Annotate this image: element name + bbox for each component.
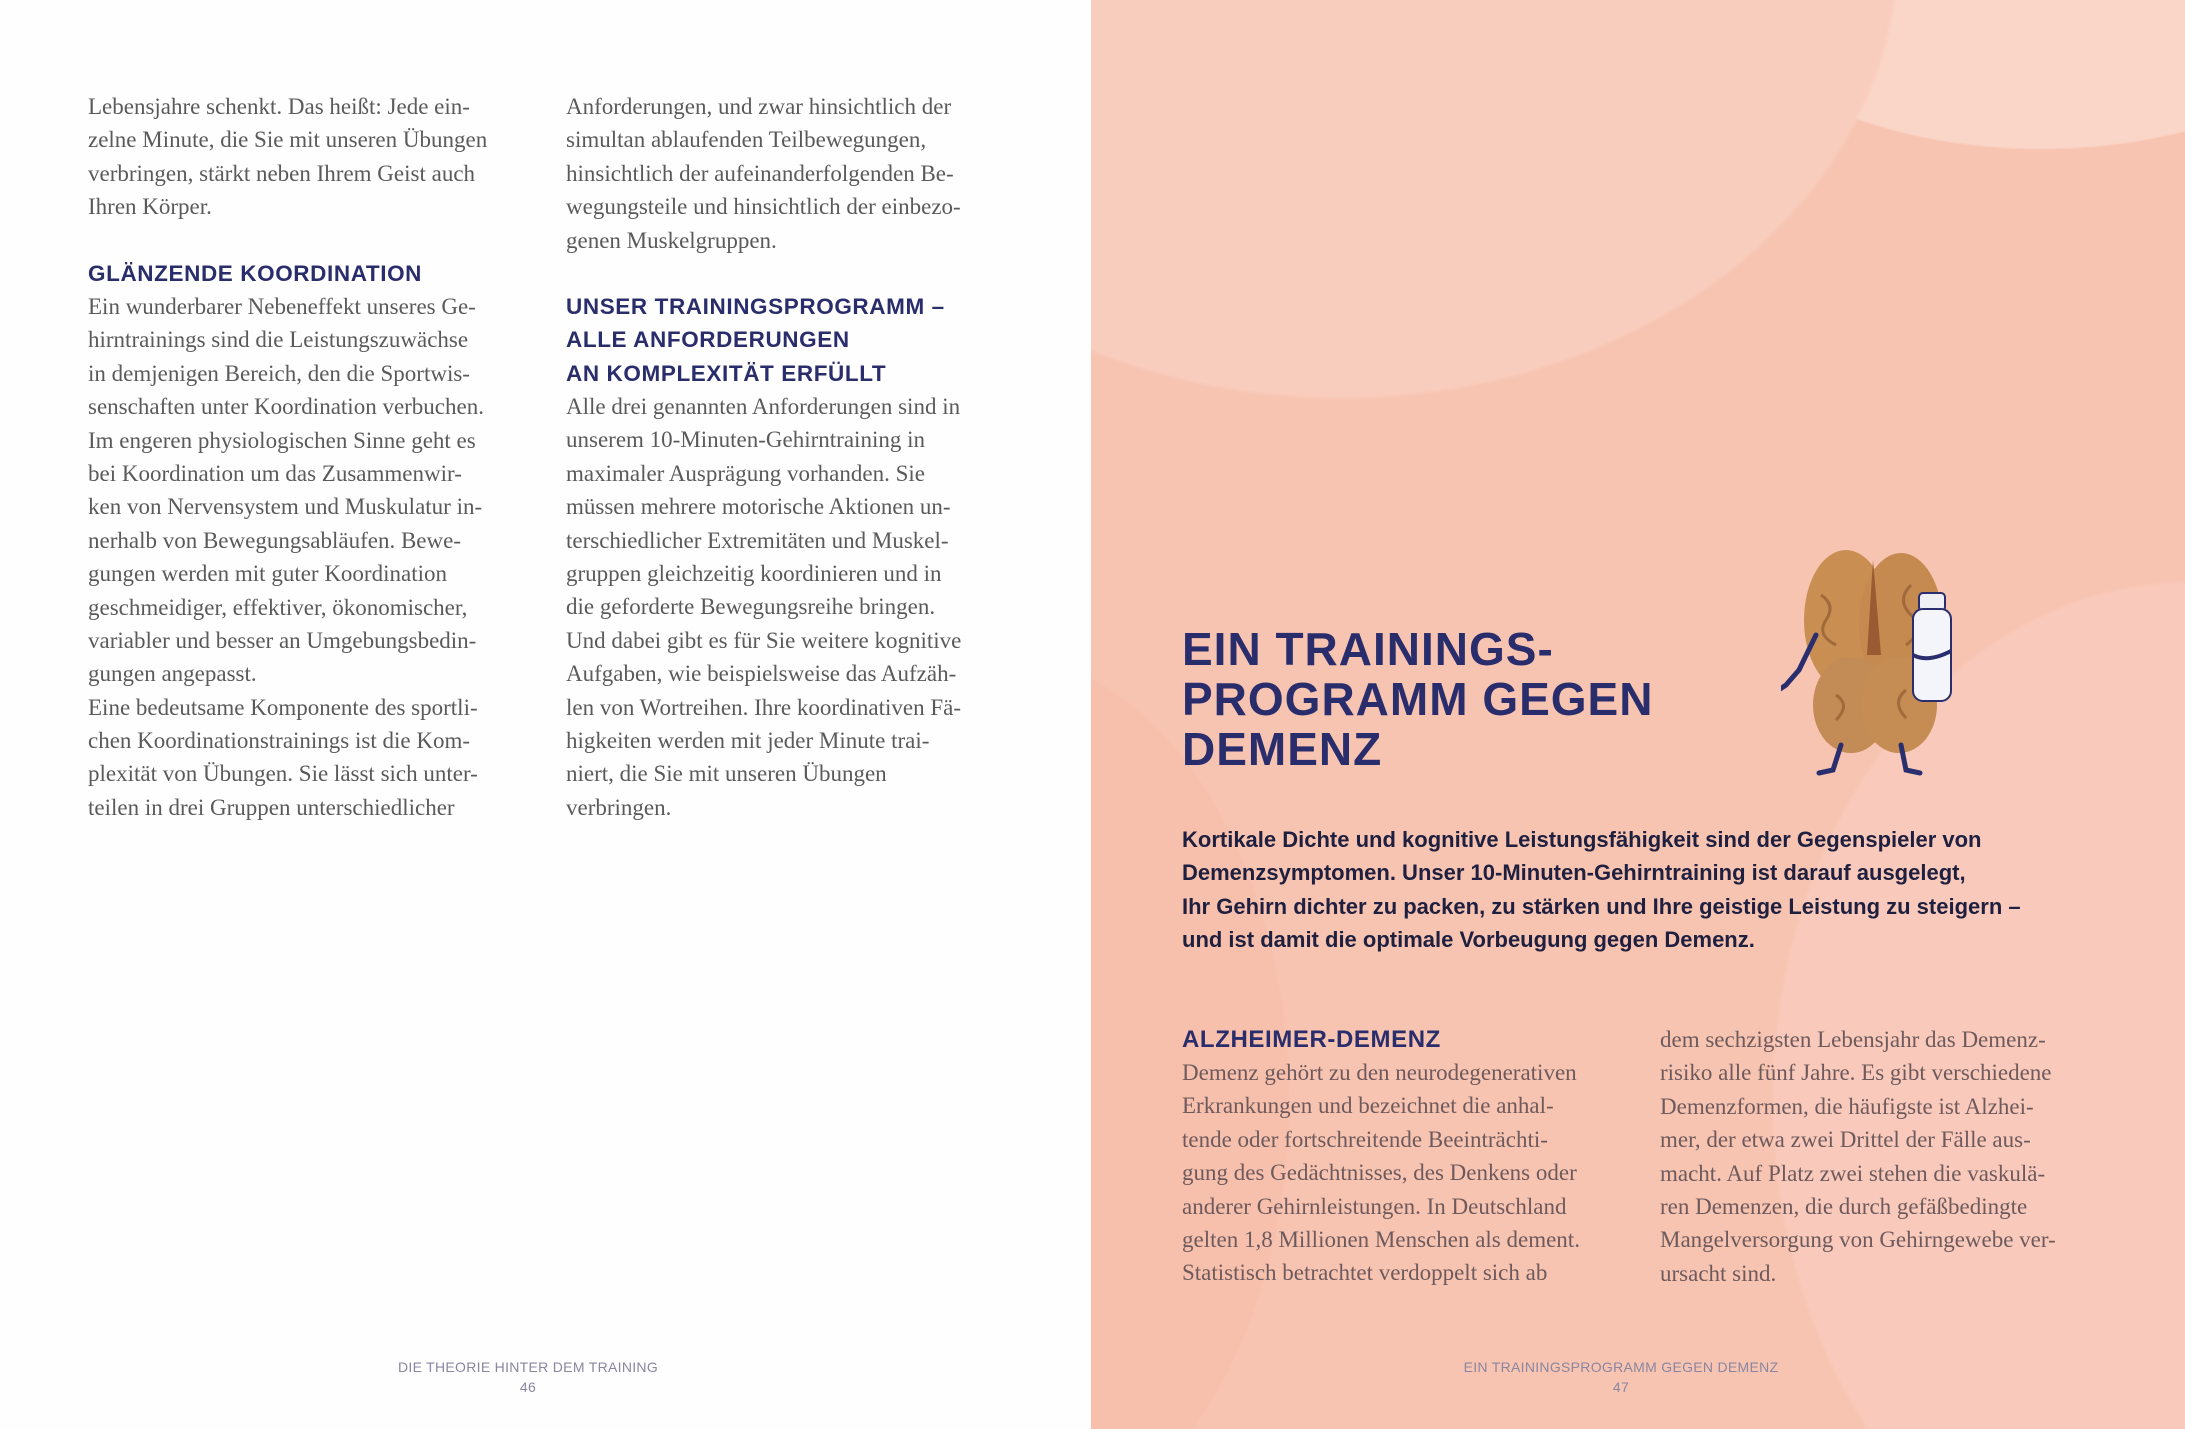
text-line: Ihren Körper. [88,194,212,220]
text-line: zelne Minute, die Sie mit unseren Übungen [88,127,488,153]
text-line: terschiedlicher Extremitäten und Muskel- [566,527,949,553]
text-line: Alle drei genannten Anforderungen sind in [566,394,961,419]
text-line: genen Muskelgruppen. [566,227,777,253]
text-line: müssen mehrere motorische Aktionen un- [566,494,951,520]
text-line: len von Wortreihen. Ihre koordinativen Fä- [566,694,961,720]
page-number: 46 [519,1379,537,1395]
text-line: gelten 1,8 Millionen Menschen als dement. [1182,1226,1580,1252]
text-line: teilen in drei Gruppen unterschiedlicher [88,794,455,820]
text-line: verbringen. [566,794,672,820]
text-line: hirntrainings sind die Leistungszuwächse [88,327,469,353]
col1-intro [88,90,487,224]
text-line: hinsichtlich der aufeinanderfolgenden Be- [566,160,954,186]
alzheimer-col2 [1660,1023,2056,1290]
text-line: Demenzformen, die häufigste ist Alzhei- [1660,1093,2034,1119]
text-line: macht. Auf Platz zwei stehen die vaskulä- [1660,1160,2046,1186]
text-line: risiko alle fünf Jahre. Es gibt verschiedene [1660,1060,2052,1086]
section-heading-trainingsprogramm [566,290,945,390]
left-page [0,0,1091,1429]
text-line: unserem 10-Minuten-Gehirntraining in [566,427,925,453]
text-line: Kortikale Dichte und kognitive Leistungsfähigkeit sind der Gegenspieler von [1182,827,1982,852]
text-line: Lebensjahre schenkt. Das heißt: Jede ein- [88,94,470,119]
text-line: gung des Gedächtnisses, des Denkens oder [1182,1160,1577,1186]
text-line: higkeiten werden mit jeder Minute trai- [566,727,930,753]
lead-paragraph [1182,823,2021,957]
section-heading-koordination: GLÄNZENDE KOORDINATION [88,261,423,286]
page-number: 47 [1612,1379,1630,1395]
col2-body [566,390,961,824]
text-line: Statistisch betrachtet verdoppelt sich ab [1182,1260,1548,1286]
text-line: DEMENZ [1182,723,1383,775]
text-line: UNSER TRAININGSPROGRAMM – [566,294,945,319]
text-line: Demenzsymptomen. Unser 10-Minuten-Gehirntraining ist darauf ausgelegt, [1182,860,1966,886]
section-heading-alzheimer: ALZHEIMER-DEMENZ [1182,1026,1441,1053]
right-page [1091,0,2185,1429]
text-line: mer, der etwa zwei Drittel der Fälle aus- [1660,1127,2031,1153]
text-line: AN KOMPLEXITÄT ERFÜLLT [566,360,887,386]
text-line: gruppen gleichzeitig koordinieren und in [566,560,942,586]
text-line: Ein wunderbarer Nebeneffekt unseres Ge- [88,294,476,319]
text-line: dem sechzigsten Lebensjahr das Demenz- [1660,1027,2046,1052]
footer-left [328,1357,728,1397]
text-line: nerhalb von Bewegungsabläufen. Bewe- [88,527,461,553]
text-line: PROGRAMM GEGEN [1182,673,1654,725]
text-line: verbringen, stärkt neben Ihrem Geist auch [88,160,476,186]
page-title [1182,624,1653,774]
text-line: plexität von Übungen. Sie lässt sich unter- [88,761,478,787]
text-line: Ihr Gehirn dichter zu packen, zu stärken und Ihre geistige Leistung zu steigern – [1182,893,2021,919]
footer-right [1421,1357,1821,1397]
text-line: wegungsteile und hinsichtlich der einbezo- [566,194,961,220]
text-line: Im engeren physiologischen Sinne geht es [88,427,476,453]
running-title: DIE THEORIE HINTER DEM TRAINING [397,1359,659,1375]
text-line: senschaften unter Koordination verbuchen. [88,394,484,420]
text-line: die geforderte Bewegungsreihe bringen. [566,594,936,620]
text-line: tende oder fortschreitende Beeinträchti- [1182,1126,1548,1152]
text-line: anderer Gehirnleistungen. In Deutschland [1182,1193,1567,1219]
text-line: in demjenigen Bereich, den die Sportwis- [88,360,470,386]
col2-intro [566,90,961,257]
text-line: simultan ablaufenden Teilbewegungen, [566,127,927,153]
text-line: und ist damit die optimale Vorbeugung gegen Demenz. [1182,927,1755,953]
text-line: variabler und besser an Umgebungsbedin- [88,627,477,653]
text-line: ken von Nervensystem und Muskulatur in- [88,494,483,520]
text-line: Anforderungen, und zwar hinsichtlich der [566,94,952,119]
col1-body [88,290,484,824]
text-line: bei Koordination um das Zusammenwir- [88,460,462,486]
text-line: gungen werden mit guter Koordination [88,561,447,587]
text-line: Aufgaben, wie beispielsweise das Aufzäh- [566,661,957,687]
text-line: maximaler Ausprägung vorhanden. Sie [566,460,925,486]
text-line: ursacht sind. [1660,1260,1777,1286]
text-line: Eine bedeutsame Komponente des sportli- [88,694,478,720]
text-line: niert, die Sie mit unseren Übungen [566,761,887,787]
text-line: EIN TRAININGS- [1182,623,1554,675]
text-line: geschmeidiger, effektiver, ökonomischer, [88,594,468,620]
alzheimer-col1 [1182,1056,1580,1290]
walnut-character-icon [1781,545,1991,780]
text-line: Mangelversorgung von Gehirngewebe ver- [1660,1227,2056,1253]
text-line: chen Koordinationstrainings ist die Kom- [88,728,470,754]
text-line: ren Demenzen, die durch gefäßbedingte [1660,1193,2028,1219]
text-line: Und dabei gibt es für Sie weitere kognitive [566,627,962,653]
text-line: Demenz gehört zu den neurodegenerativen [1182,1060,1577,1085]
text-line: gungen angepasst. [88,661,257,687]
text-line: Erkrankungen und bezeichnet die anhal- [1182,1093,1554,1119]
running-title: EIN TRAININGSPROGRAMM GEGEN DEMENZ [1463,1359,1779,1375]
text-line: ALLE ANFORDERUNGEN [566,327,850,353]
